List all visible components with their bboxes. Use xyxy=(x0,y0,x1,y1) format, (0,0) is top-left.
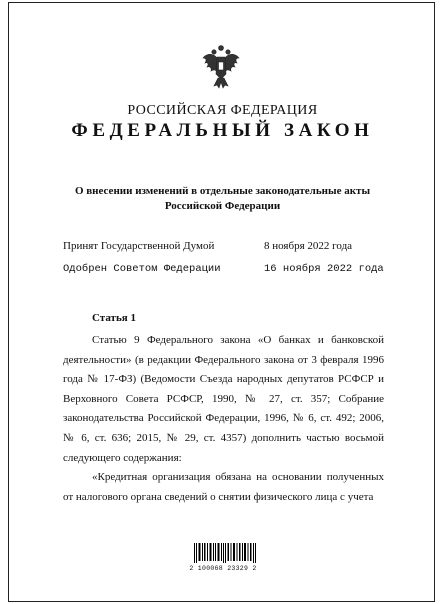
council-approval-label: Одобрен Советом Федерации xyxy=(63,263,221,275)
article-heading: Статья 1 xyxy=(92,312,136,324)
duma-adoption-date: 8 ноября 2022 года xyxy=(264,240,353,252)
law-subject-line-1: О внесении изменений в отдельные законодательные акты xyxy=(74,185,371,197)
document-type-title: ФЕДЕРАЛЬНЫЙ ЗАКОН xyxy=(71,120,374,141)
document-page xyxy=(8,2,435,602)
article-paragraph-1: Статью 9 Федерального закона «О банках и банковской деятельности» (в редакции Федерального закона от 3 февраля 1996 года № 17-ФЗ) (Ведомости Съезда народных депутатов РСФСР и Верховного Совета РСФСР, 1990, № 27, ст. 357; Собрание законодательства Российской Федерации, 1996, № 6, ст. 492; 2006, № 6, ст. 636; 2015, № 29, ст. 4357) дополнить частью восьмой следующего содержания: xyxy=(63,334,384,464)
country-name: РОССИЙСКАЯ ФЕДЕРАЦИЯ xyxy=(127,103,318,118)
article-paragraph-2: «Кредитная организация обязана на основании полученных от налогового органа сведений о снятии физического лица с учета xyxy=(63,471,384,503)
law-subject xyxy=(60,184,385,214)
council-approval-date: 16 ноября 2022 года xyxy=(264,263,384,275)
law-subject-line-2: Российской Федерации xyxy=(164,200,281,212)
duma-adoption-label: Принят Государственной Думой xyxy=(63,240,215,252)
coat-of-arms-emblem xyxy=(200,44,242,90)
barcode-number: 2 100068 23329 2 xyxy=(189,565,257,572)
